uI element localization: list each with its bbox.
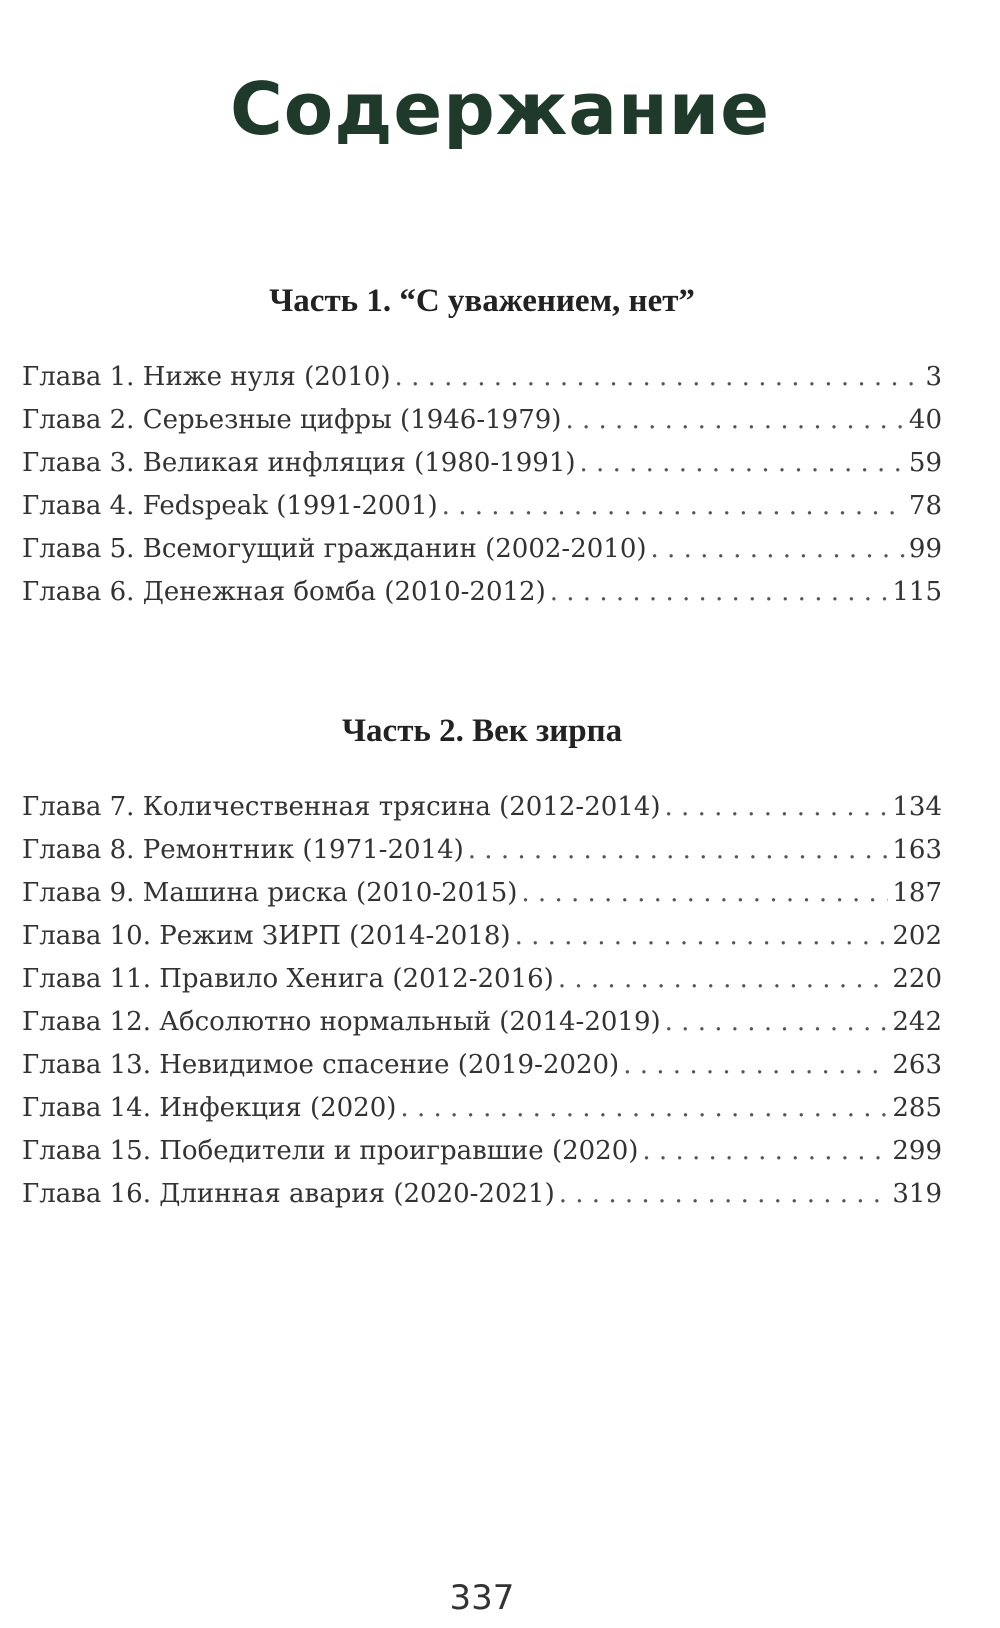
dot-leader — [521, 878, 888, 908]
chapter-title: Глава 15. Победители и проигравшие (2020) — [22, 1136, 639, 1166]
part-title: Часть 1. “С уважением, нет” — [269, 283, 695, 319]
toc-entry[interactable] — [22, 448, 942, 491]
page-title: Содержание — [229, 67, 771, 152]
page-number: 337 — [449, 1578, 515, 1618]
toc-part-2 — [22, 792, 942, 1222]
toc-entry[interactable] — [22, 1050, 942, 1093]
chapter-title: Глава 3. Великая инфляция (1980-1991) — [22, 448, 576, 478]
chapter-page: 40 — [908, 405, 942, 435]
dot-leader — [665, 792, 889, 822]
chapter-title: Глава 12. Абсолютно нормальный (2014-2019) — [22, 1007, 661, 1037]
chapter-page: 187 — [892, 878, 942, 908]
chapter-title: Глава 7. Количественная трясина (2012-2014) — [22, 792, 661, 822]
chapter-title: Глава 9. Машина риска (2010-2015) — [22, 878, 518, 908]
toc-entry[interactable] — [22, 405, 942, 448]
toc-entry[interactable] — [22, 491, 942, 534]
chapter-title: Глава 6. Денежная бомба (2010-2012) — [22, 577, 546, 607]
dot-leader — [559, 1179, 889, 1209]
toc-entry[interactable] — [22, 1136, 942, 1179]
chapter-page: 59 — [908, 448, 942, 478]
chapter-page: 319 — [892, 1179, 942, 1209]
chapter-page: 3 — [925, 362, 942, 392]
chapter-page: 99 — [908, 534, 942, 564]
toc-entry[interactable] — [22, 1093, 942, 1136]
chapter-page: 115 — [892, 577, 942, 607]
dot-leader — [395, 362, 922, 392]
chapter-title: Глава 16. Длинная авария (2020-2021) — [22, 1179, 555, 1209]
chapter-title: Глава 4. Fedspeak (1991-2001) — [22, 491, 438, 521]
toc-entry[interactable] — [22, 835, 942, 878]
toc-entry[interactable] — [22, 1007, 942, 1050]
dot-leader — [442, 491, 905, 521]
chapter-page: 134 — [892, 792, 942, 822]
part-title: Часть 2. Век зирпа — [341, 713, 623, 749]
chapter-page: 220 — [892, 964, 942, 994]
chapter-page: 263 — [892, 1050, 942, 1080]
dot-leader — [665, 1007, 889, 1037]
dot-leader — [558, 964, 889, 994]
chapter-title: Глава 8. Ремонтник (1971-2014) — [22, 835, 464, 865]
dot-leader — [515, 921, 889, 951]
chapter-title: Глава 13. Невидимое спасение (2019-2020) — [22, 1050, 620, 1080]
chapter-title: Глава 5. Всемогущий гражданин (2002-2010) — [22, 534, 647, 564]
chapter-title: Глава 14. Инфекция (2020) — [22, 1093, 397, 1123]
chapter-page: 202 — [892, 921, 942, 951]
chapter-page: 285 — [892, 1093, 942, 1123]
toc-entry[interactable] — [22, 577, 942, 620]
toc-entry[interactable] — [22, 534, 942, 577]
dot-leader — [580, 448, 905, 478]
toc-entry[interactable] — [22, 1179, 942, 1222]
dot-leader — [565, 405, 904, 435]
dot-leader — [651, 534, 905, 564]
dot-leader — [623, 1050, 888, 1080]
toc-entry[interactable] — [22, 362, 942, 405]
toc-entry[interactable] — [22, 878, 942, 921]
toc-entry[interactable] — [22, 964, 942, 1007]
toc-entry[interactable] — [22, 921, 942, 964]
chapter-page: 163 — [892, 835, 942, 865]
chapter-title: Глава 10. Режим ЗИРП (2014-2018) — [22, 921, 511, 951]
chapter-title: Глава 2. Серьезные цифры (1946-1979) — [22, 405, 562, 435]
dot-leader — [550, 577, 889, 607]
chapter-page: 242 — [892, 1007, 942, 1037]
dot-leader — [642, 1136, 888, 1166]
chapter-title: Глава 11. Правило Хенига (2012-2016) — [22, 964, 554, 994]
chapter-page: 78 — [908, 491, 942, 521]
dot-leader — [468, 835, 889, 865]
chapter-page: 299 — [892, 1136, 942, 1166]
chapter-title: Глава 1. Ниже нуля (2010) — [22, 362, 391, 392]
toc-entry[interactable] — [22, 792, 942, 835]
toc-part-1 — [22, 362, 942, 620]
dot-leader — [400, 1093, 888, 1123]
